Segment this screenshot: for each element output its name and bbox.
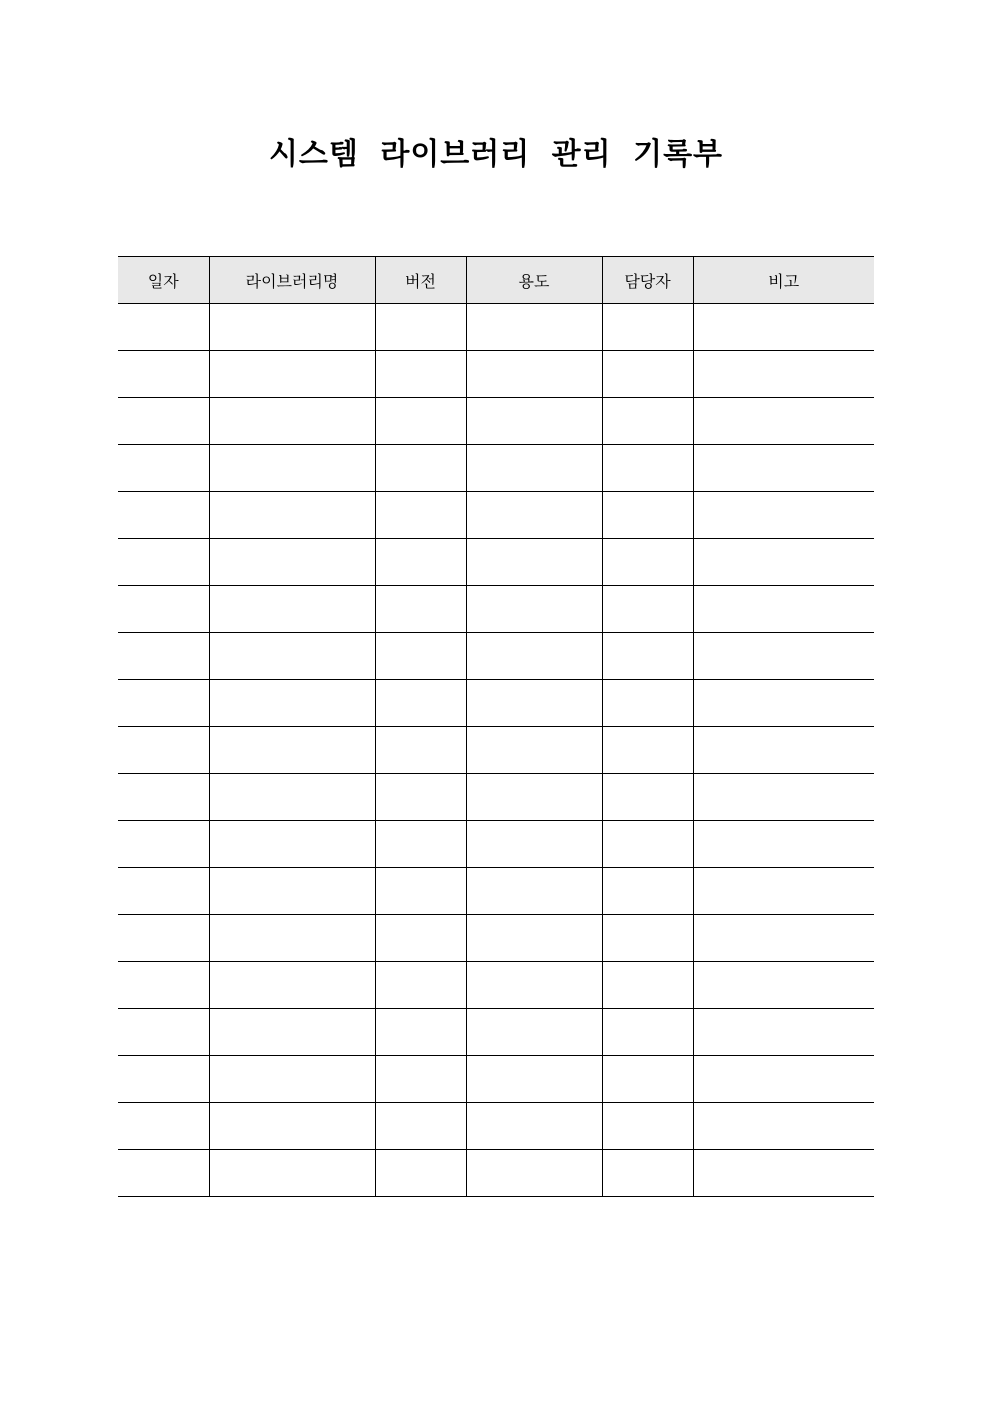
cell-library-name[interactable] [209,680,375,727]
cell-remarks[interactable] [693,586,874,633]
cell-remarks[interactable] [693,1056,874,1103]
cell-version[interactable] [375,1009,466,1056]
cell-version[interactable] [375,962,466,1009]
cell-version[interactable] [375,304,466,351]
cell-library-name[interactable] [209,1056,375,1103]
column-header-date: 일자 [118,257,209,304]
cell-remarks[interactable] [693,680,874,727]
cell-version[interactable] [375,351,466,398]
column-header-remarks: 비고 [693,257,874,304]
cell-purpose[interactable] [466,304,602,351]
page-title: 시스템 라이브러리 관리 기록부 [268,137,724,172]
table-row [118,539,874,586]
cell-date[interactable] [118,586,209,633]
cell-date[interactable] [118,727,209,774]
cell-manager[interactable] [602,398,693,445]
cell-version[interactable] [375,492,466,539]
cell-date[interactable] [118,539,209,586]
cell-purpose[interactable] [466,868,602,915]
cell-remarks[interactable] [693,398,874,445]
cell-version[interactable] [375,774,466,821]
cell-library-name[interactable] [209,727,375,774]
cell-purpose[interactable] [466,821,602,868]
column-header-manager: 담당자 [602,257,693,304]
cell-version[interactable] [375,915,466,962]
cell-purpose[interactable] [466,633,602,680]
cell-date[interactable] [118,398,209,445]
cell-manager[interactable] [602,539,693,586]
column-header-purpose: 용도 [466,257,602,304]
cell-remarks[interactable] [693,727,874,774]
cell-library-name[interactable] [209,445,375,492]
cell-manager[interactable] [602,680,693,727]
table-row [118,774,874,821]
cell-manager[interactable] [602,774,693,821]
table-row [118,868,874,915]
cell-manager[interactable] [602,962,693,1009]
cell-remarks[interactable] [693,868,874,915]
table-row [118,304,874,351]
cell-date[interactable] [118,680,209,727]
cell-remarks[interactable] [693,962,874,1009]
cell-remarks[interactable] [693,445,874,492]
cell-version[interactable] [375,1103,466,1150]
cell-date[interactable] [118,304,209,351]
cell-manager[interactable] [602,351,693,398]
cell-date[interactable] [118,915,209,962]
cell-library-name[interactable] [209,539,375,586]
cell-remarks[interactable] [693,1009,874,1056]
cell-version[interactable] [375,727,466,774]
cell-remarks[interactable] [693,492,874,539]
cell-date[interactable] [118,445,209,492]
cell-manager[interactable] [602,868,693,915]
cell-library-name[interactable] [209,586,375,633]
cell-manager[interactable] [602,492,693,539]
column-header-version: 버전 [375,257,466,304]
cell-manager[interactable] [602,586,693,633]
table-row [118,492,874,539]
cell-purpose[interactable] [466,1056,602,1103]
cell-manager[interactable] [602,821,693,868]
cell-manager[interactable] [602,915,693,962]
cell-remarks[interactable] [693,633,874,680]
table-row [118,680,874,727]
cell-purpose[interactable] [466,1009,602,1056]
cell-manager[interactable] [602,633,693,680]
cell-library-name[interactable] [209,633,375,680]
cell-remarks[interactable] [693,1150,874,1197]
cell-version[interactable] [375,633,466,680]
cell-purpose[interactable] [466,492,602,539]
table-row [118,1103,874,1150]
cell-version[interactable] [375,586,466,633]
cell-purpose[interactable] [466,680,602,727]
table-body [118,304,874,1197]
cell-library-name[interactable] [209,1150,375,1197]
cell-purpose[interactable] [466,351,602,398]
cell-date[interactable] [118,492,209,539]
cell-library-name[interactable] [209,868,375,915]
cell-remarks[interactable] [693,1103,874,1150]
cell-manager[interactable] [602,445,693,492]
cell-date[interactable] [118,774,209,821]
cell-manager[interactable] [602,1009,693,1056]
table-row [118,351,874,398]
table-row [118,1009,874,1056]
cell-version[interactable] [375,1056,466,1103]
cell-version[interactable] [375,398,466,445]
cell-remarks[interactable] [693,774,874,821]
cell-purpose[interactable] [466,774,602,821]
cell-date[interactable] [118,1103,209,1150]
cell-manager[interactable] [602,1056,693,1103]
cell-purpose[interactable] [466,962,602,1009]
cell-library-name[interactable] [209,398,375,445]
cell-remarks[interactable] [693,351,874,398]
cell-version[interactable] [375,445,466,492]
table-row [118,398,874,445]
table-row [118,821,874,868]
cell-remarks[interactable] [693,304,874,351]
table-row [118,915,874,962]
cell-purpose[interactable] [466,445,602,492]
cell-date[interactable] [118,962,209,1009]
cell-date[interactable] [118,1009,209,1056]
cell-version[interactable] [375,1150,466,1197]
library-log-table [118,256,874,1197]
cell-library-name[interactable] [209,351,375,398]
cell-library-name[interactable] [209,821,375,868]
cell-remarks[interactable] [693,539,874,586]
cell-manager[interactable] [602,1103,693,1150]
cell-manager[interactable] [602,1150,693,1197]
table-row [118,1150,874,1197]
cell-library-name[interactable] [209,1009,375,1056]
table-row [118,586,874,633]
table-row [118,633,874,680]
cell-date[interactable] [118,633,209,680]
cell-version[interactable] [375,868,466,915]
cell-library-name[interactable] [209,962,375,1009]
cell-date[interactable] [118,868,209,915]
cell-purpose[interactable] [466,727,602,774]
cell-purpose[interactable] [466,1103,602,1150]
table-header-row [118,257,874,304]
table-row [118,962,874,1009]
cell-manager[interactable] [602,304,693,351]
cell-library-name[interactable] [209,915,375,962]
cell-date[interactable] [118,351,209,398]
table-row [118,1056,874,1103]
cell-version[interactable] [375,821,466,868]
column-header-library-name: 라이브러리명 [209,257,375,304]
cell-library-name[interactable] [209,492,375,539]
cell-library-name[interactable] [209,1103,375,1150]
cell-purpose[interactable] [466,1150,602,1197]
cell-purpose[interactable] [466,586,602,633]
cell-remarks[interactable] [693,821,874,868]
cell-library-name[interactable] [209,304,375,351]
cell-date[interactable] [118,821,209,868]
cell-date[interactable] [118,1150,209,1197]
table-row [118,727,874,774]
cell-purpose[interactable] [466,398,602,445]
cell-version[interactable] [375,539,466,586]
cell-remarks[interactable] [693,915,874,962]
cell-purpose[interactable] [466,539,602,586]
table-row [118,445,874,492]
cell-purpose[interactable] [466,915,602,962]
cell-version[interactable] [375,680,466,727]
cell-manager[interactable] [602,727,693,774]
cell-library-name[interactable] [209,774,375,821]
cell-date[interactable] [118,1056,209,1103]
